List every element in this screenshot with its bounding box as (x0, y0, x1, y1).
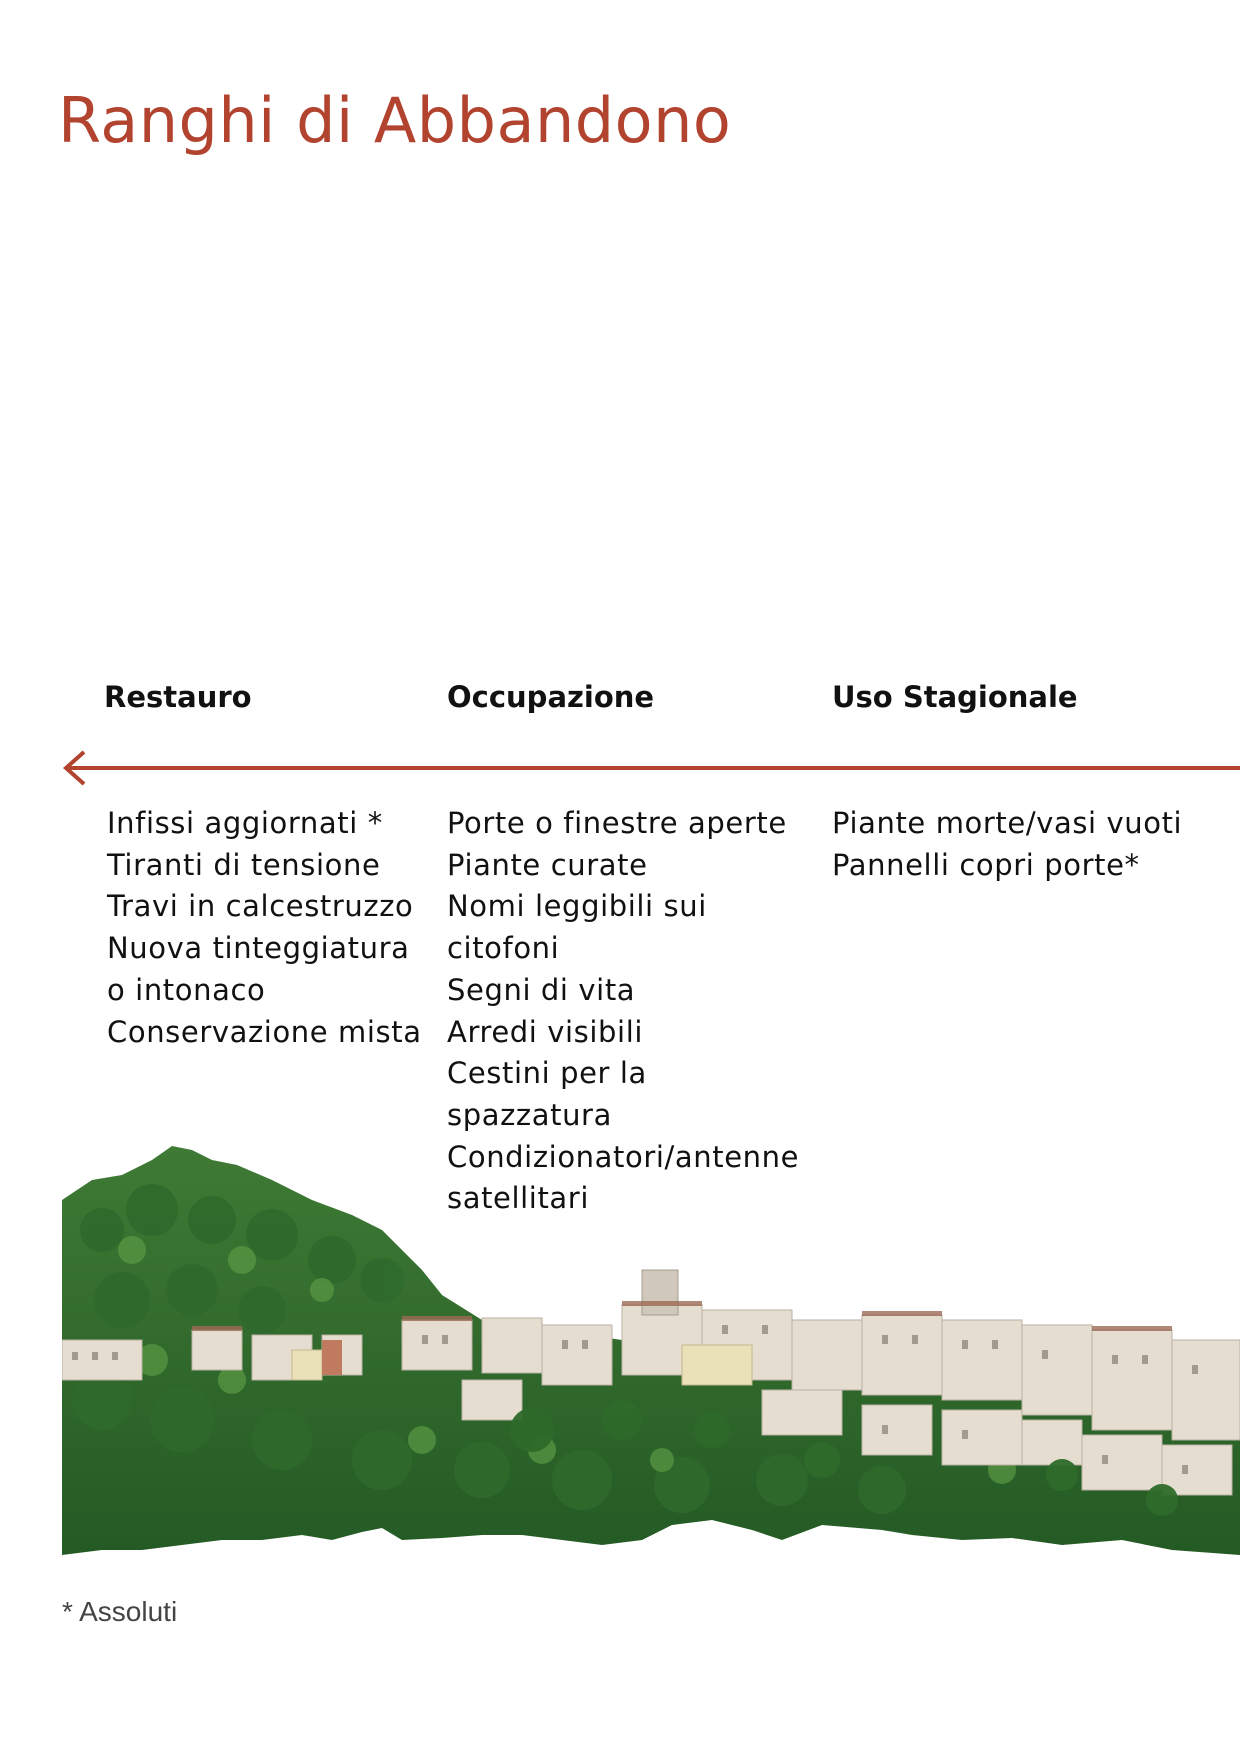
list-item: Cestini per la (447, 1056, 647, 1091)
list-item: Pannelli copri porte* (832, 847, 1140, 882)
column-heading-restauro: Restauro (104, 680, 252, 714)
list-item: o intonaco (107, 972, 266, 1007)
list-item: Arredi visibili (447, 1014, 644, 1049)
page-title: Ranghi di Abbandono (58, 84, 732, 157)
list-item: Nomi leggibili sui (447, 889, 707, 924)
list-item: spazzatura (447, 1097, 612, 1132)
list-item: Conservazione mista (107, 1014, 422, 1049)
list-item: Piante curate (447, 847, 648, 882)
list-item: citofoni (447, 931, 560, 966)
restauro-list (107, 803, 422, 1053)
list-item: Condizionatori/antenne (447, 1139, 800, 1174)
column-heading-uso-stagionale: Uso Stagionale (832, 680, 1078, 714)
list-item: Tiranti di tensione (107, 847, 381, 882)
list-item: Travi in calcestruzzo (107, 889, 414, 924)
list-item: Segni di vita (447, 972, 636, 1007)
list-item: Porte o finestre aperte (447, 806, 787, 840)
footnote: * Assoluti (62, 1596, 178, 1627)
column-heading-occupazione: Occupazione (447, 680, 655, 714)
list-item: Nuova tinteggiatura (107, 931, 410, 966)
list-item: Infissi aggiornati * (107, 806, 383, 840)
list-item: Piante morte/vasi vuoti (832, 806, 1183, 840)
uso-stagionale-list (832, 803, 1182, 886)
arrow-left-icon (60, 748, 1240, 788)
hillside-village-image (62, 1140, 1240, 1580)
list-item: satellitari (447, 1181, 589, 1216)
